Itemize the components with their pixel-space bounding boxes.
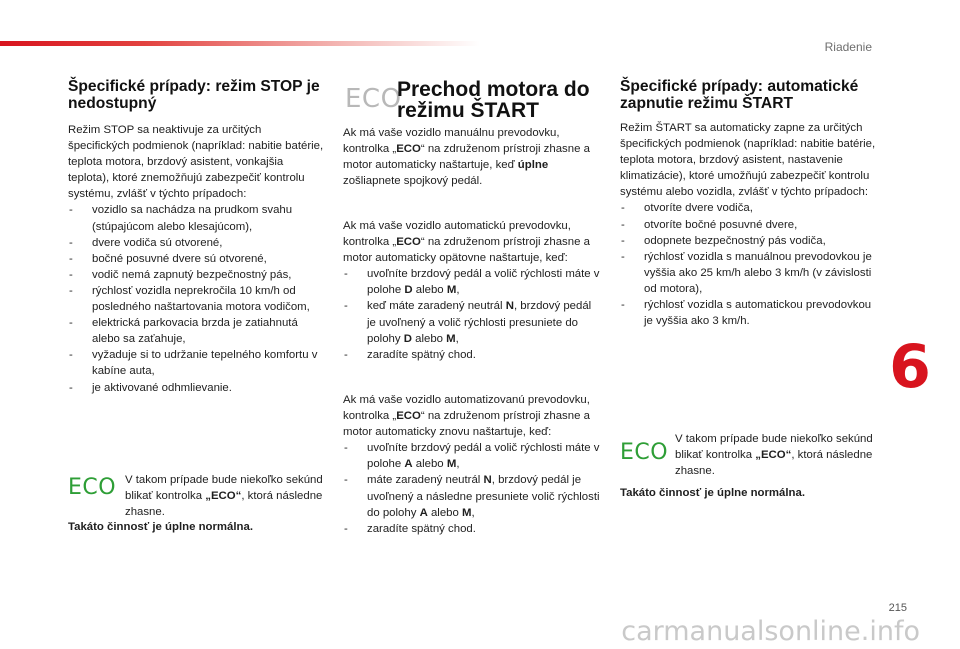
list-item: - odopnete bezpečnostný pás vodiča, xyxy=(620,233,878,249)
eco-icon: ECO xyxy=(345,84,402,114)
list-item: - zaradíte spätný chod. xyxy=(343,521,601,537)
column-start-mode xyxy=(343,125,601,189)
list-item: - keď máte zaradený neutrál N, brzdový pedál je uvoľnený a volič rýchlosti presuniete do polohy D alebo M, xyxy=(343,298,601,346)
list-item: - elektrická parkovacia brzda je zatiahnutá alebo sa zaťahuje, xyxy=(68,315,325,347)
condition-list xyxy=(620,200,878,329)
normal-note: Takáto činnosť je úplne normálna. xyxy=(620,487,805,499)
watermark: carmanualsonline.info xyxy=(621,616,920,647)
eco-icon: ECO xyxy=(620,440,669,465)
heading-auto-start: Špecifické prípady: automatické zapnutie režimu ŠTART xyxy=(620,78,859,112)
paragraph-automatic: Ak má vaše vozidlo automatickú prevodovku, kontrolka „ECO“ na združenom prístroji zhasne a motor automaticky opätovne naštartuje, keď: xyxy=(343,220,590,265)
list-item: - rýchlosť vozidla neprekročila 10 km/h od posledného naštartovania motora vodičom, xyxy=(68,283,325,315)
automated-list xyxy=(343,440,601,537)
heading-start-mode: Prechod motora do režimu ŠTART xyxy=(397,78,590,122)
list-item: - zaradíte spätný chod. xyxy=(343,347,601,363)
eco-note: V takom prípade bude niekoľko sekúnd blikať kontrolka „ECO“, ktorá následne zhasne. xyxy=(125,474,323,519)
list-item: - máte zaradený neutrál N, brzdový pedál je uvoľnený a následne presuniete volič rýchlosti do polohy A alebo M, xyxy=(343,472,601,520)
paragraph-automated: Ak má vaše vozidlo automatizovanú prevodovku, kontrolka „ECO“ na združenom prístroji zhasne a motor automaticky znovu naštartuje, keď: xyxy=(343,394,590,439)
list-item: - otvoríte dvere vodiča, xyxy=(620,200,878,216)
column-stop-unavailable xyxy=(68,78,325,396)
intro-paragraph: Režim ŠTART sa automaticky zapne za určitých špecifických podmienok (napríklad: nabitie batérie, teplota motora, brzdový asistent, nastavenie klimatizácie), ktoré umožňujú zabezpečiť kontrolu systému alebo vozidla, zvlášť v týchto prípadoch: xyxy=(620,122,876,199)
heading-stop-unavailable: Špecifické prípady: režim STOP je nedostupný xyxy=(68,78,320,112)
chapter-tab: 6 xyxy=(889,332,931,402)
list-item: - vodič nemá zapnutý bezpečnostný pás, xyxy=(68,267,325,283)
eco-icon: ECO xyxy=(68,475,117,500)
heading-block xyxy=(397,79,597,121)
list-item: - uvoľníte brzdový pedál a volič rýchlosti máte v polohe A alebo M, xyxy=(343,440,601,472)
list-item: - je aktivované odhmlievanie. xyxy=(68,380,325,396)
list-item: - vozidlo sa nachádza na prudkom svahu (stúpajúcom alebo klesajúcom), xyxy=(68,202,325,234)
list-item: - dvere vodiča sú otvorené, xyxy=(68,235,325,251)
condition-list xyxy=(68,202,325,395)
column-start-automatic xyxy=(343,218,601,363)
eco-note: V takom prípade bude niekoľko sekúnd blikať kontrolka „ECO“, ktorá následne zhasne. xyxy=(675,433,873,478)
page-number: 215 xyxy=(888,602,907,614)
section-title: Riadenie xyxy=(824,40,872,54)
automatic-list xyxy=(343,266,601,363)
list-item: - rýchlosť vozidla s manuálnou prevodovkou je vyššia ako 25 km/h alebo 3 km/h (v závislosti od motora), xyxy=(620,249,878,297)
paragraph-manual: Ak má vaše vozidlo manuálnu prevodovku, kontrolka „ECO“ na združenom prístroji zhasne a motor automaticky naštartuje, keď úplne zošliapnete spojkový pedál. xyxy=(343,127,590,188)
column-auto-start xyxy=(620,78,878,329)
list-item: - uvoľníte brzdový pedál a volič rýchlosti máte v polohe D alebo M, xyxy=(343,266,601,298)
header-accent-bar xyxy=(0,41,480,46)
list-item: - rýchlosť vozidla s automatickou prevodovkou je vyššia ako 3 km/h. xyxy=(620,297,878,329)
list-item: - otvoríte bočné posuvné dvere, xyxy=(620,217,878,233)
normal-note: Takáto činnosť je úplne normálna. xyxy=(68,521,253,533)
list-item: - bočné posuvné dvere sú otvorené, xyxy=(68,251,325,267)
column-start-automated xyxy=(343,392,601,537)
intro-paragraph: Režim STOP sa neaktivuje za určitých špecifických podmienok (napríklad: nabitie batérie, teplota motora, brzdový asistent, vonkajšia teplota), ktoré znemožňujú zabezpečiť kontrolu systému, zvlášť v týchto prípadoch: xyxy=(68,124,324,201)
list-item: - vyžaduje si to udržanie tepelného komfortu v kabíne auta, xyxy=(68,347,325,379)
